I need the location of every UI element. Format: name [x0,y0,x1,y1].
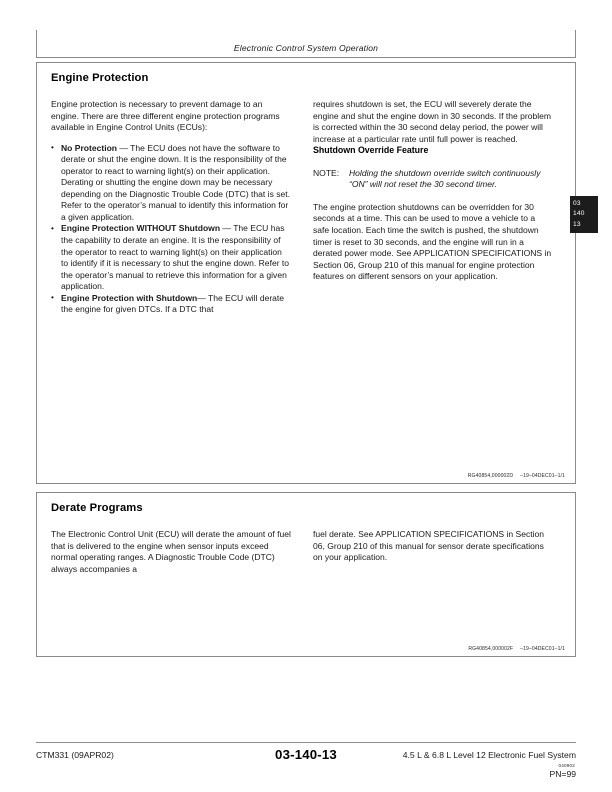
article-heading: Engine Protection [51,72,149,84]
right-column [313,529,553,584]
section-thumb-tab [570,196,598,233]
article-code-revision: –19–04DEC01–1/1 [520,473,565,479]
article-code-id: RG40854,000002F [468,646,514,652]
derate-left-paragraph: The Electronic Control Unit (ECU) will derate the amount of fuel that is delivered to the engine when sensor inputs exceed normal operating ranges. A Diagnostic Trouble Code (DTC) always accompanies a [51,529,291,574]
two-column-body [51,99,563,316]
thumb-tab-group: 140 [573,210,585,218]
article-code-id: RG40854,000002D [467,473,514,479]
bullet-text: — The ECU will derate the engine for given DTCs. If a DTC that [61,292,285,315]
derate-right-paragraph: fuel derate. See APPLICATION SPECIFICATIONS in Section 06, Group 210 of this manual for sensor derate specifications on your application. [313,529,545,563]
footer-date-code: 040902 [558,763,575,768]
bullet-text: — The ECU does not have the software to derate or shut the engine down. It is the responsibility of the operator to react to warning light(s) on their application. Derating or shutting the engine down may be necessary depending on the Diagnostic Trouble Code (DTC) that is set. Refer to the operator’s manual to identify this information for a given application. [61,142,290,222]
thumb-tab-section: 03 [573,200,581,207]
intro-paragraph: Engine protection is necessary to prevent damage to an engine. There are three different engine protection programs available in Engine Control Units (ECUs): [51,99,280,133]
left-column [51,529,291,584]
note-text: Holding the shutdown override switch continuously “ON” will not reset the 30 second timer. [349,167,541,190]
list-item [51,143,291,224]
article-reference-code [468,646,565,652]
list-item [51,293,291,316]
continuation-paragraph: requires shutdown is set, the ECU will severely derate the engine and shut the engine down in 30 seconds. If the problem is corrected within the 30 second delay period, the power will increase at a particular rate until full power is reached. [313,99,552,144]
note-block [313,168,553,191]
footer-page-number: 03-140-13 [275,747,337,762]
two-column-body [51,529,563,584]
bullet-lead-label: No Protection [61,142,118,153]
article-reference-code [468,473,565,479]
list-item [51,223,291,292]
article-derate-programs [36,492,576,657]
footer-publication-title: 4.5 L & 6.8 L Level 12 Electronic Fuel System [402,750,576,760]
left-column [51,99,291,316]
override-description-paragraph: The engine protection shutdowns can be overridden for 30 seconds at a time. This can be used to move a vehicle to a safe location. Each time the switch is pushed, the shutdown timer is reset to 30 seconds, and the engine will run in a derated power mode. See APPLICATION SPECIFICATIONS in Section 06, Group 210 of this manual for engine protection features on different sensors on your application. [313,201,552,282]
footer-divider [36,742,576,743]
running-header-title: Electronic Control System Operation [233,43,379,53]
protection-program-list [51,143,291,316]
article-code-revision: –19–04DEC01–1/1 [520,646,565,652]
bullet-lead-label: Engine Protection with Shutdown [61,292,198,303]
bullet-text: — The ECU has the capability to derate an engine. It is the responsibility of the operator to react to warning light(s) on their application to identify if it is necessary to shut the engine down. Refer to the operator’s manual to retrieve this information for a given application. [61,223,290,292]
note-label: NOTE: [313,167,340,178]
right-column [313,99,553,316]
article-heading: Derate Programs [51,502,143,514]
footer-manual-id: CTM331 (09APR02) [36,750,114,760]
subheading-shutdown-override: Shutdown Override Feature [313,145,429,156]
bullet-lead-label: Engine Protection WITHOUT Shutdown [61,223,221,234]
running-header [36,30,576,58]
article-engine-protection [36,62,576,484]
thumb-tab-page: 13 [573,220,581,228]
page-footer [36,746,576,786]
footer-pn: PN=99 [549,769,576,779]
